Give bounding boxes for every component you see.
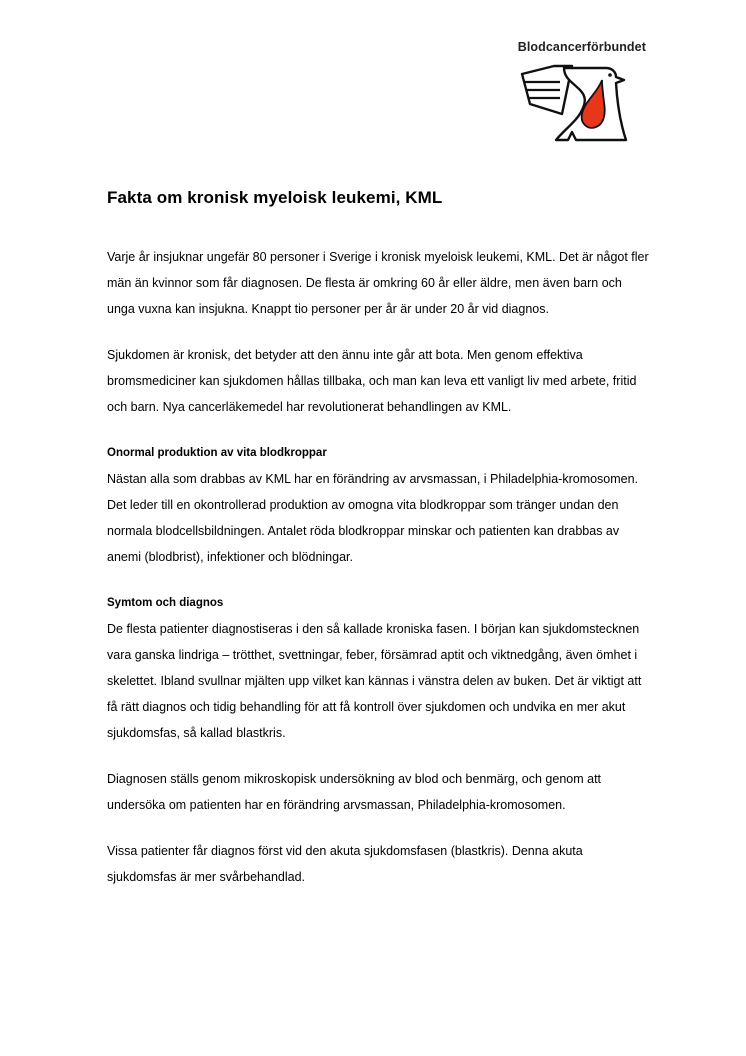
section-paragraph: Vissa patienter får diagnos först vid den akuta sjukdomsfasen (blastkris). Denna akuta sjukdomsfas är mer svårbehandlad. [107,844,583,884]
section-heading: Onormal produktion av vita blodkroppar [107,447,327,459]
logo-dove-eye [608,73,612,77]
brand-name: Blodcancerförbundet [517,40,646,54]
section-heading: Symtom och diagnos [107,597,224,609]
document-body [107,244,652,890]
section-paragraph: Diagnosen ställs genom mikroskopisk undersökning av blod och benmärg, och genom att undersöka om patienten har en förändring arvsmassan, Philadelphia-kromosomen. [107,772,602,812]
dove-with-red-drop-icon [520,60,632,142]
section-paragraph: Nästan alla som drabbas av KML har en förändring av arvsmassan, i Philadelphia-kromosomen. Det leder till en okontrollerad produktion av omogna vita blodkroppar som tränger undan den normala blodcellsbildningen. Antalet röda blodkroppar minskar och patienten kan drabbas av anemi (blodbrist), infektioner och blödningar. [107,472,639,564]
intro-paragraph: Sjukdomen är kronisk, det betyder att den ännu inte går att bota. Men genom effektiva bromsmediciner kan sjukdomen hållas tillbaka, och man kan leva ett vanligt liv med arbete, fritid och barn. Nya cancerläkemedel har revolutionerat behandlingen av KML. [107,348,637,414]
page-title: Fakta om kronisk myeloisk leukemi, KML [107,188,443,207]
section-paragraph: De flesta patienter diagnostiseras i den så kallade kroniska fasen. I början kan sjukdomstecknen vara ganska lindriga – trötthet, svettningar, feber, försämrad aptit och viktnedgång, även ömhet i skelettet. Ibland svullnar mjälten upp vilket kan kännas i vänstra delen av buken. Det är viktigt att få rätt diagnos och tidig behandling för att få kontroll över sjukdomen och undvika en mer akut sjukdomsfas, så kallad blastkris. [107,622,642,740]
intro-paragraph: Varje år insjuknar ungefär 80 personer i Sverige i kronisk myeloisk leukemi, KML. Det är något fler män än kvinnor som får diagnosen. De flesta är omkring 60 år eller äldre, men även barn och unga vuxna kan insjukna. Knappt tio personer per år är under 20 år vid diagnos. [107,250,649,316]
